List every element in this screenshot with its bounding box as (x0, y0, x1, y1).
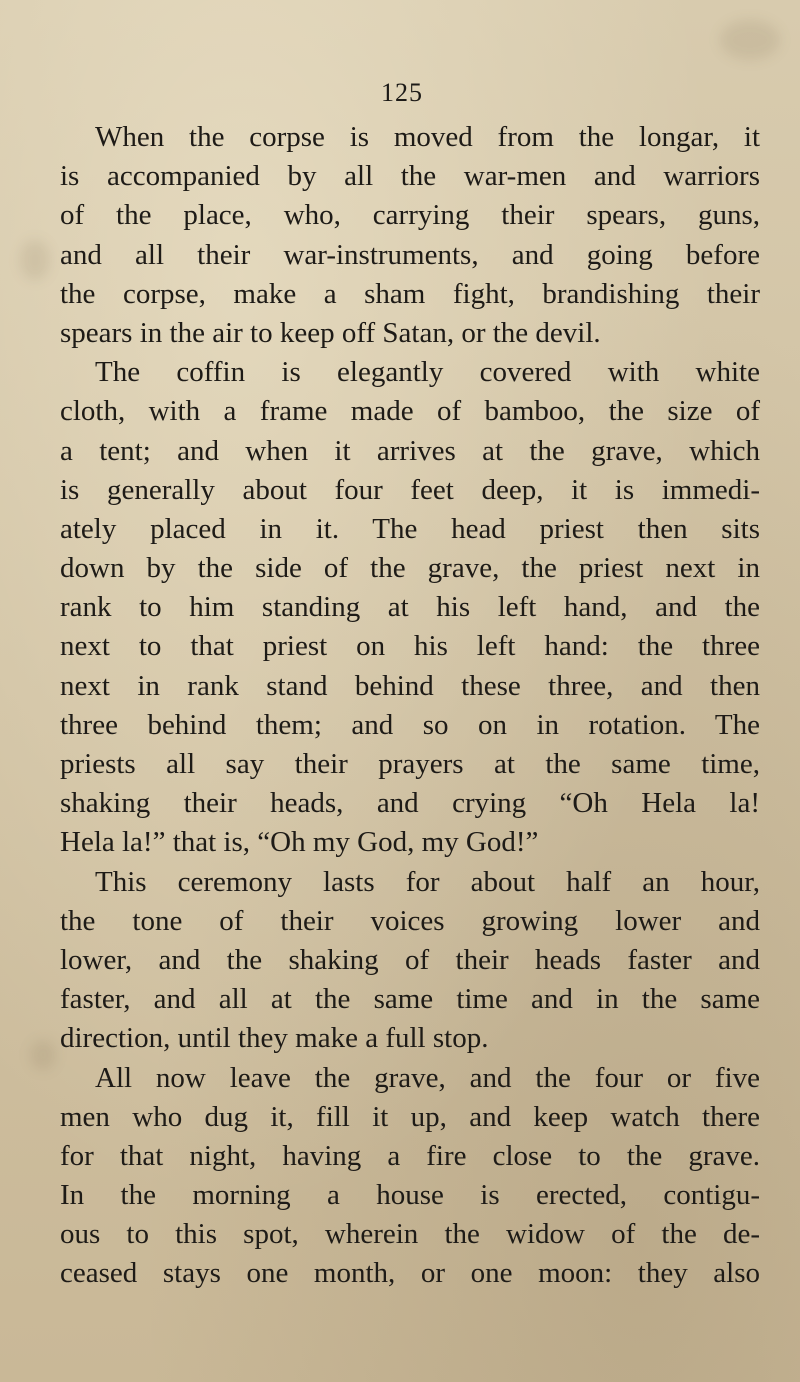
text-line: for that night, having a fire close to the grave. (60, 1139, 760, 1172)
text-line: lower, and the shaking of their heads faster and (60, 943, 760, 976)
text-line: direction, until they make a full stop. (60, 1022, 489, 1055)
text-line: This ceremony lasts for about half an hour, (95, 865, 760, 898)
text-line: shaking their heads, and crying “Oh Hela la! (60, 787, 760, 820)
text-line: In the morning a house is erected, contigu- (60, 1179, 760, 1212)
text-line: next to that priest on his left hand: the three (60, 630, 760, 663)
text-line: The coffin is elegantly covered with white (95, 356, 760, 389)
text-line: the corpse, make a sham fight, brandishing their (60, 277, 760, 310)
text-line: the tone of their voices growing lower and (60, 904, 760, 937)
text-line: Hela la!” that is, “Oh my God, my God!” (60, 826, 539, 859)
text-line: ately placed in it. The head priest then sits (60, 512, 760, 545)
text-line: When the corpse is moved from the longar, it (95, 121, 760, 153)
text-line: cloth, with a frame made of bamboo, the size of (60, 395, 760, 428)
page-number: 125 (381, 78, 423, 107)
text-line: next in rank stand behind these three, and then (60, 669, 760, 702)
body-text (60, 118, 760, 1294)
text-line: three behind them; and so on in rotation. The (60, 708, 760, 741)
text-line: ous to this spot, wherein the widow of the de- (60, 1218, 760, 1251)
text-line: spears in the air to keep off Satan, or the devil. (60, 316, 601, 349)
text-line: ceased stays one month, or one moon: they also (60, 1257, 760, 1290)
text-line: of the place, who, carrying their spears, guns, (60, 199, 760, 232)
text-line: is accompanied by all the war-men and warriors (60, 160, 760, 193)
text-line: priests all say their prayers at the same time, (60, 748, 760, 780)
text-line: and all their war-instruments, and going before (60, 238, 760, 271)
text-line: All now leave the grave, and the four or five (95, 1061, 760, 1094)
text-line: men who dug it, fill it up, and keep watch there (60, 1100, 760, 1133)
text-line: is generally about four feet deep, it is immedi- (60, 473, 760, 506)
text-line: a tent; and when it arrives at the grave, which (60, 434, 760, 467)
text-line: faster, and all at the same time and in the same (60, 983, 760, 1016)
text-line: rank to him standing at his left hand, and the (60, 591, 760, 624)
text-line: down by the side of the grave, the priest next in (60, 552, 760, 585)
